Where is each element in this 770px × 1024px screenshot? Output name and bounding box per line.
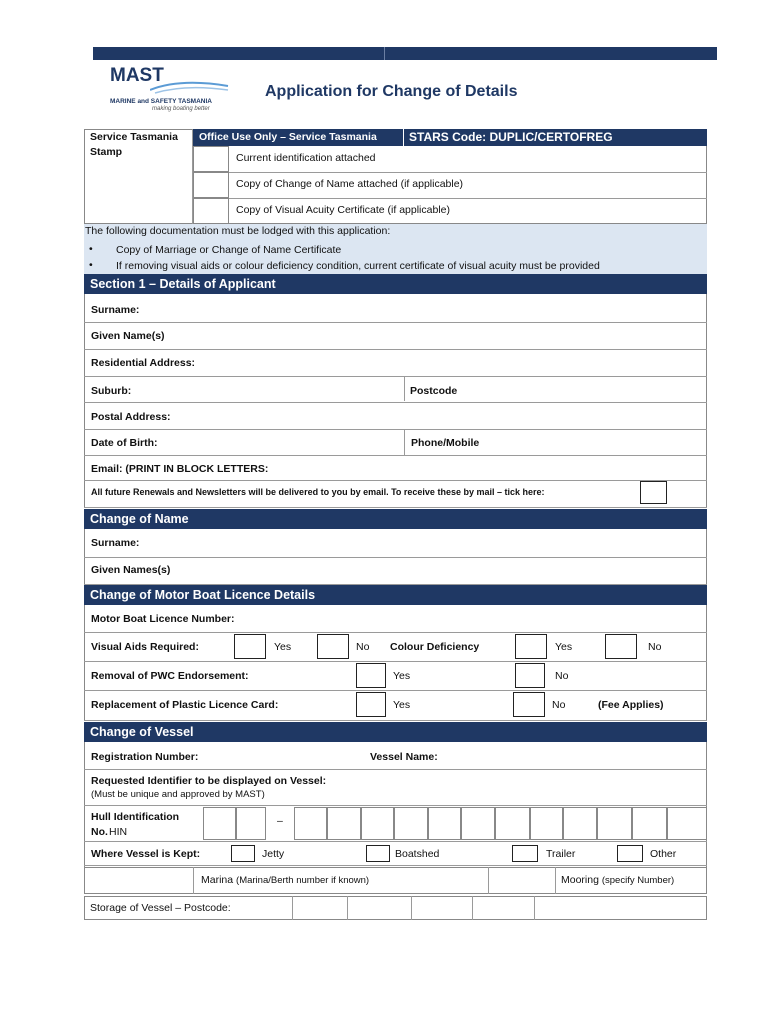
mooring-note: (specify Number)	[601, 875, 675, 886]
name-given-label: Given Names(s)	[91, 564, 171, 576]
licence-header: Change of Motor Boat Licence Details	[84, 585, 707, 605]
bullet-icon: •	[89, 259, 93, 271]
boatshed-label: Boatshed	[395, 848, 440, 860]
docs-intro: The following documentation must be lodged with this application:	[85, 225, 391, 237]
kept-label: Where Vessel is Kept:	[91, 848, 201, 860]
marina-label	[201, 874, 369, 886]
hin-dash: –	[277, 815, 283, 827]
trailer-label: Trailer	[546, 848, 576, 860]
identifier-note: (Must be unique and approved by MAST)	[91, 789, 265, 800]
mooring-word: Mooring	[561, 874, 599, 886]
email-label: Email: (PRINT IN BLOCK LETTERS:	[91, 463, 269, 475]
visual-aids-label: Visual Aids Required:	[91, 641, 199, 653]
check-visual-label: Copy of Visual Acuity Certificate (if applicable)	[236, 204, 450, 216]
replacement-label: Replacement of Plastic Licence Card:	[91, 699, 279, 711]
licence-number-label: Motor Boat Licence Number:	[91, 613, 235, 625]
visual-no-label: No	[356, 641, 370, 653]
top-bar-divider	[384, 47, 385, 60]
check-name-box[interactable]	[193, 172, 229, 198]
hin-label-2: No.	[91, 826, 108, 838]
jetty-box[interactable]	[231, 845, 255, 862]
replacement-yes-label: Yes	[393, 699, 411, 711]
suburb-label: Suburb:	[91, 385, 132, 397]
hin-cell[interactable]	[294, 807, 327, 840]
replacement-yes-box[interactable]	[356, 692, 386, 717]
colour-yes-label: Yes	[555, 641, 573, 653]
vessel-name-label: Vessel Name:	[370, 751, 438, 763]
vessel-header: Change of Vessel	[84, 722, 707, 742]
page-title: Application for Change of Details	[265, 83, 518, 100]
name-header: Change of Name	[84, 509, 707, 529]
hin-label-3: HIN	[109, 826, 128, 838]
section1-frame	[84, 294, 707, 508]
hin-cell[interactable]	[203, 807, 236, 840]
docs-item: If removing visual aids or colour deficiency condition, current certificate of visual acuity must be provided	[116, 260, 600, 272]
hin-cell[interactable]	[530, 807, 563, 840]
visual-yes-box[interactable]	[234, 634, 266, 659]
hin-label: Hull Identification	[91, 811, 180, 823]
colour-deficiency-label: Colour Deficiency	[390, 641, 480, 653]
replacement-no-box[interactable]	[513, 692, 545, 717]
renewals-label: All future Renewals and Newsletters will be delivered to you by email. To receive these by mail – tick here:	[91, 487, 545, 497]
logo-wave-icon	[150, 78, 230, 96]
identifier-label: Requested Identifier to be displayed on Vessel:	[91, 775, 327, 787]
other-box[interactable]	[617, 845, 643, 862]
other-label: Other	[650, 848, 677, 860]
pwc-no-box[interactable]	[515, 663, 545, 688]
stamp-label-2: Stamp	[90, 146, 123, 158]
stamp-label: Service Tasmania	[90, 131, 178, 143]
check-visual-box[interactable]	[193, 198, 229, 224]
check-id-box[interactable]	[193, 146, 229, 172]
replacement-no-label: No	[552, 699, 566, 711]
colour-yes-box[interactable]	[515, 634, 547, 659]
pwc-yes-label: Yes	[393, 670, 411, 682]
hin-cell[interactable]	[597, 807, 632, 840]
pwc-yes-box[interactable]	[356, 663, 386, 688]
fee-note: (Fee Applies)	[598, 699, 664, 711]
docs-item: Copy of Marriage or Change of Name Certificate	[116, 244, 342, 256]
logo-name: MAST	[110, 65, 164, 86]
hin-cell[interactable]	[327, 807, 361, 840]
check-name-label: Copy of Change of Name attached (if applicable)	[236, 178, 464, 190]
trailer-box[interactable]	[512, 845, 538, 862]
marina-word: Marina	[201, 874, 234, 886]
jetty-label: Jetty	[262, 848, 285, 860]
hin-cell[interactable]	[563, 807, 597, 840]
office-use-label: Office Use Only – Service Tasmania	[199, 131, 377, 143]
given-label: Given Name(s)	[91, 330, 165, 342]
top-bar	[93, 47, 717, 60]
postal-label: Postal Address:	[91, 411, 171, 423]
colour-no-box[interactable]	[605, 634, 637, 659]
bullet-icon: •	[89, 243, 93, 255]
hin-cell[interactable]	[428, 807, 461, 840]
hin-cell[interactable]	[394, 807, 428, 840]
storage-label: Storage of Vessel – Postcode:	[90, 902, 231, 914]
section1-header: Section 1 – Details of Applicant	[84, 274, 707, 294]
logo-tagline: making boating better	[152, 106, 210, 112]
logo-org: MARINE and SAFETY TASMANIA	[110, 98, 212, 105]
hin-cell[interactable]	[361, 807, 394, 840]
pwc-label: Removal of PWC Endorsement:	[91, 670, 249, 682]
phone-label: Phone/Mobile	[411, 437, 480, 449]
registration-label: Registration Number:	[91, 751, 199, 763]
boatshed-box[interactable]	[366, 845, 390, 862]
surname-label: Surname:	[91, 304, 140, 316]
hin-cell[interactable]	[236, 807, 266, 840]
mooring-label	[561, 874, 674, 886]
hin-cell[interactable]	[632, 807, 667, 840]
residential-label: Residential Address:	[91, 357, 196, 369]
colour-no-label: No	[648, 641, 662, 653]
marina-note: (Marina/Berth number if known)	[236, 875, 370, 886]
hin-cell[interactable]	[495, 807, 530, 840]
check-id-label: Current identification attached	[236, 152, 376, 164]
hin-cell[interactable]	[461, 807, 495, 840]
postcode-label: Postcode	[410, 385, 458, 397]
hin-cell[interactable]	[667, 807, 707, 840]
visual-no-box[interactable]	[317, 634, 349, 659]
pwc-no-label: No	[555, 670, 569, 682]
name-surname-label: Surname:	[91, 537, 140, 549]
mail-tick-box[interactable]	[640, 481, 667, 504]
stars-code: STARS Code: DUPLIC/CERTOFREG	[409, 130, 613, 144]
visual-yes-label: Yes	[274, 641, 292, 653]
dob-label: Date of Birth:	[91, 437, 158, 449]
